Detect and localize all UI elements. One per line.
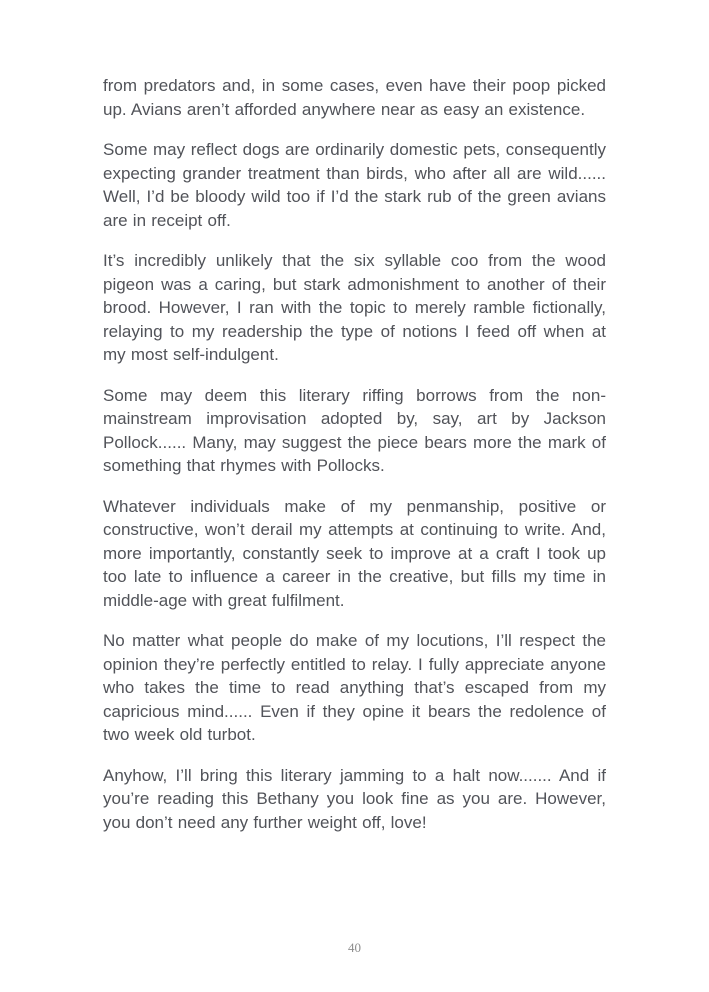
paragraph: Some may deem this literary riffing borrows from the non-mainstream improvisation adopted by, say, art by Jackson Pollock...... Many, may suggest the piece bears more the mark of something that rhymes with Pollocks. [103,385,606,475]
page-text-block [103,74,606,834]
paragraph: from predators and, in some cases, even have their poop picked up. Avians aren’t afforded anywhere near as easy an existence. [103,76,606,119]
paragraph: Anyhow, I’ll bring this literary jamming to a halt now....... And if you’re reading this Bethany you look fine as you are. However, you don’t need any further weight off, love! [103,765,606,832]
page-number: 40 [348,940,361,955]
paragraph: Whatever individuals make of my penmanship, positive or constructive, won’t derail my attempts at continuing to write. And, more importantly, constantly seek to improve at a craft I took up too late to influence a career in the creative, but fills my time in middle-age with great fulfilment. [103,496,606,610]
paragraph: No matter what people do make of my locutions, I’ll respect the opinion they’re perfectly entitled to relay. I fully appreciate anyone who takes the time to read anything that’s escaped from my capricious mind...... Even if they opine it bears the redolence of two week old turbot. [103,631,606,744]
paragraph: It’s incredibly unlikely that the six syllable coo from the wood pigeon was a caring, but stark admonishment to another of their brood. However, I ran with the topic to merely ramble fictionally, relaying to my readership the type of notions I feed off when at my most self-indulgent. [103,251,606,364]
paragraph: Some may reflect dogs are ordinarily domestic pets, consequently expecting grander treatment than birds, who after all are wild...... Well, I’d be bloody wild too if I’d the stark rub of the green avians are in receipt off. [103,140,606,230]
